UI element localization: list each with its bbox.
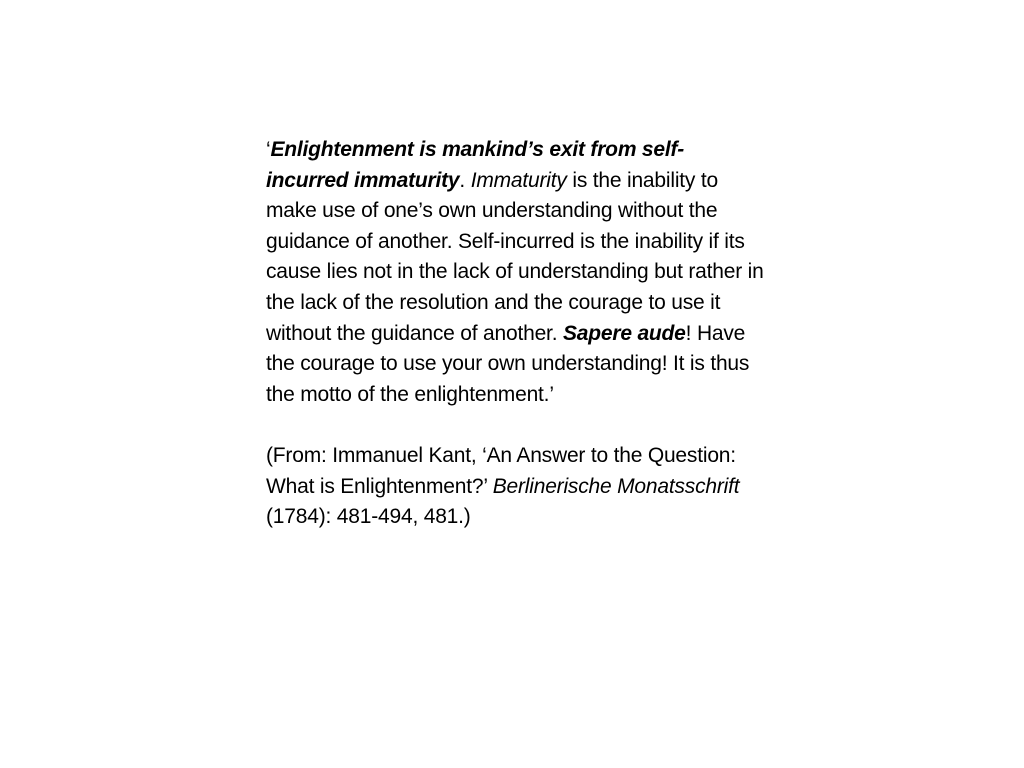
- quote-after-bold: .: [459, 168, 471, 192]
- quote-body-2: ! Have the courage to use your own understanding! It is thus the motto of the enlightenment.’: [266, 321, 750, 406]
- quote-bold-phrase: Enlightenment is mankind’s exit from self-incurred immaturity: [266, 138, 685, 192]
- citation-prefix: (From: Immanuel Kant, ‘An Answer to the Question: What is Enlightenment?’: [266, 443, 736, 498]
- quote-italic-word: Immaturity: [470, 168, 567, 192]
- citation-journal: Berlinerische Monatsschrift: [492, 474, 740, 498]
- citation: [266, 441, 766, 533]
- text-block: [266, 135, 766, 533]
- quote-open-mark: ‘: [266, 138, 271, 161]
- quote-body-1: is the inability to make use of one’s own understanding without the guidance of another. Self-incurred is the inability if its cause lies not in the lack of understanding but rather in the lack of the resolution and the courage to use it without the guidance of another.: [266, 168, 764, 345]
- kant-quote: [266, 135, 766, 410]
- citation-suffix: (1784): 481-494, 481.): [266, 505, 471, 529]
- quote-sapere-aude: Sapere aude: [562, 321, 686, 345]
